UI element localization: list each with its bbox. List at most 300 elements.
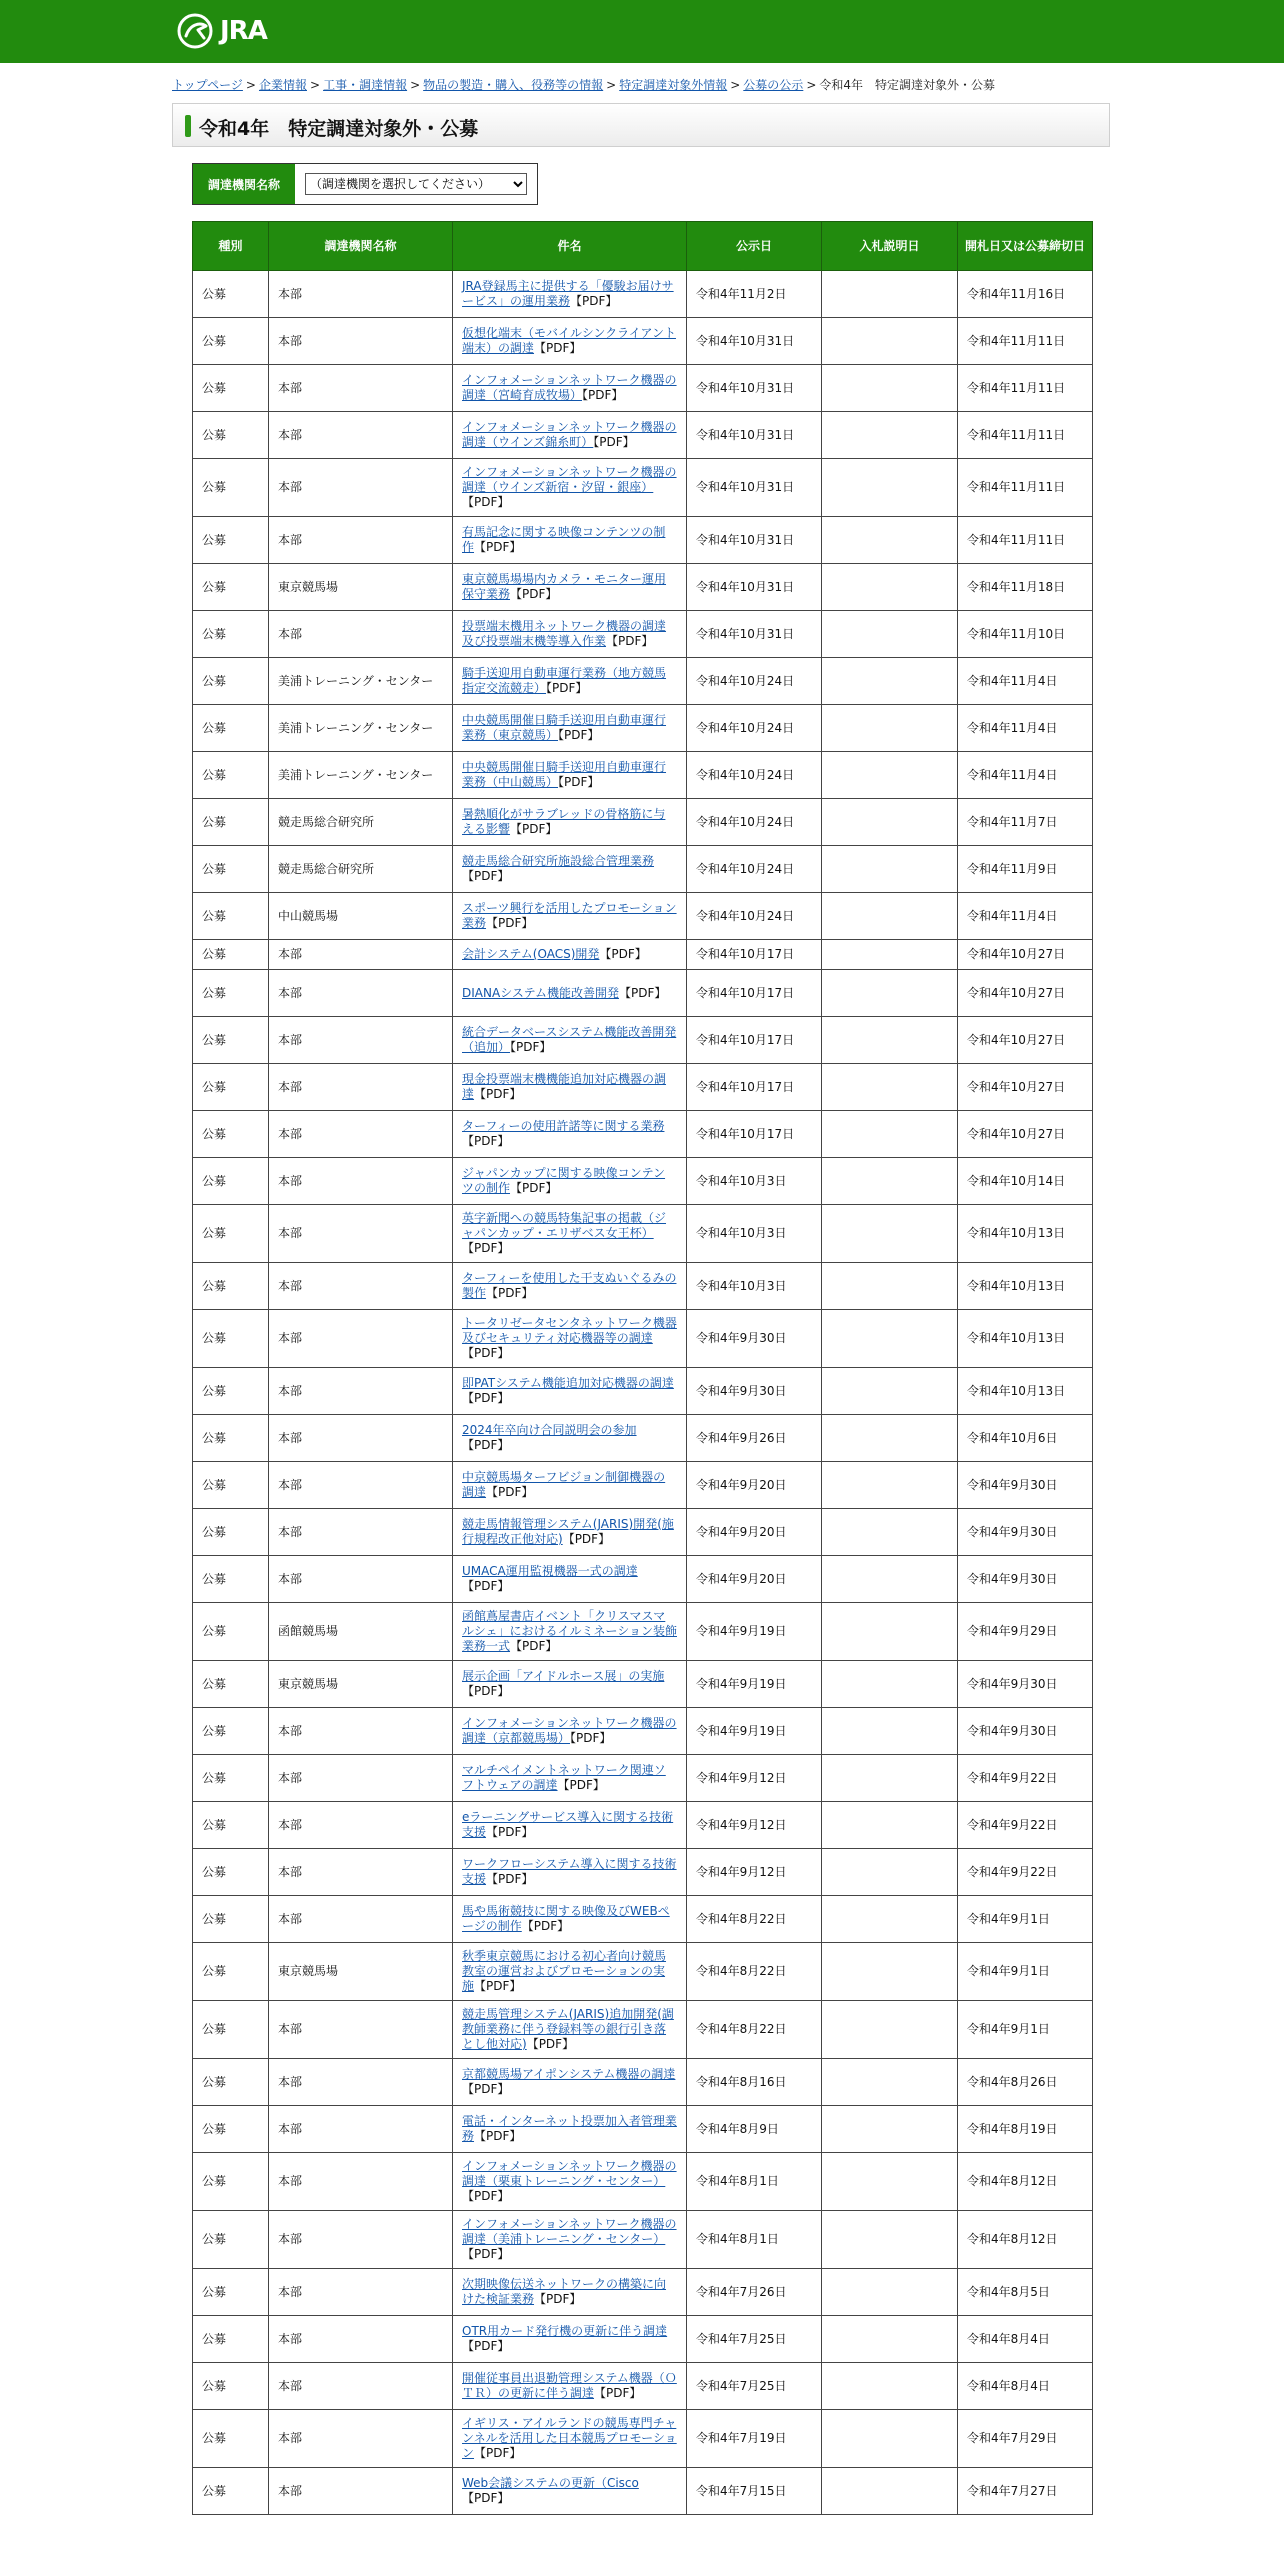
notice-title-link[interactable]: 暑熱順化がサラブレッドの骨格筋に与える影響: [462, 807, 666, 836]
cell-org: 本部: [269, 318, 453, 365]
notice-title-link[interactable]: 競走馬管理システム(JARIS)追加開発(調教師業務に伴う登録料等の銀行引き落とし他対応): [462, 2007, 674, 2051]
cell-org: 本部: [269, 1111, 453, 1158]
cell-briefing: [822, 2211, 958, 2269]
pdf-label: 【PDF】: [558, 728, 600, 742]
cell-date: 令和4年10月31日: [687, 318, 822, 365]
cell-date: 令和4年9月19日: [687, 1603, 822, 1661]
cell-type: 公募: [193, 846, 269, 893]
cell-org: 中山競馬場: [269, 893, 453, 940]
pdf-label: 【PDF】: [570, 294, 618, 308]
cell-date: 令和4年11月2日: [687, 271, 822, 318]
cell-close: 令和4年9月30日: [958, 1661, 1093, 1708]
cell-title: [453, 1415, 687, 1462]
notice-title-link[interactable]: 京都競馬場アイポンシステム機器の調達: [462, 2067, 676, 2081]
jra-logo-link[interactable]: [176, 12, 267, 50]
pdf-label: 【PDF】: [558, 775, 600, 789]
cell-title: [453, 1943, 687, 2001]
cell-type: 公募: [193, 2106, 269, 2153]
notice-title-link[interactable]: ターフィーの使用許諾等に関する業務: [462, 1119, 665, 1133]
cell-type: 公募: [193, 2410, 269, 2468]
pdf-label: 【PDF】: [474, 540, 522, 554]
cell-type: 公募: [193, 752, 269, 799]
cell-title: [453, 1310, 687, 1368]
pdf-label: 【PDF】: [462, 2491, 510, 2505]
cell-briefing: [822, 1205, 958, 1263]
breadcrumb-separator: >: [730, 78, 741, 92]
cell-type: 公募: [193, 940, 269, 970]
procurement-org-select[interactable]: [305, 173, 527, 195]
cell-briefing: [822, 1603, 958, 1661]
notice-title-link[interactable]: ワークフローシステム導入に関する技術支援: [462, 1857, 677, 1886]
notice-title-link[interactable]: インフォメーションネットワーク機器の調達（京都競馬場）: [462, 1716, 677, 1745]
cell-type: 公募: [193, 412, 269, 459]
cell-date: 令和4年10月31日: [687, 611, 822, 658]
pdf-label: 【PDF】: [510, 1040, 552, 1054]
cell-briefing: [822, 318, 958, 365]
cell-close: 令和4年9月1日: [958, 1943, 1093, 2001]
pdf-label: 【PDF】: [557, 1778, 605, 1792]
cell-org: 本部: [269, 1755, 453, 1802]
breadcrumb-link[interactable]: 物品の製造・購入、役務等の情報: [423, 78, 604, 92]
notice-title-link[interactable]: 中京競馬場ターフビジョン制御機器の調達: [462, 1470, 666, 1499]
filter-label: 調達機関名称: [193, 164, 295, 204]
cell-org: 本部: [269, 1708, 453, 1755]
cell-type: 公募: [193, 799, 269, 846]
cell-date: 令和4年10月31日: [687, 459, 822, 517]
cell-type: 公募: [193, 2153, 269, 2211]
cell-org: 本部: [269, 1556, 453, 1603]
cell-close: 令和4年8月12日: [958, 2211, 1093, 2269]
cell-org: 本部: [269, 271, 453, 318]
cell-close: 令和4年11月4日: [958, 658, 1093, 705]
pdf-label: 【PDF】: [462, 1438, 510, 1452]
cell-date: 令和4年10月24日: [687, 752, 822, 799]
cell-date: 令和4年9月20日: [687, 1509, 822, 1556]
cell-org: 本部: [269, 2211, 453, 2269]
table-row: [193, 2211, 1093, 2269]
table-row: [193, 412, 1093, 459]
cell-title: [453, 2211, 687, 2269]
notice-title-link[interactable]: 秋季東京競馬における初心者向け競馬教室の運営およびプロモーションの実施: [462, 1949, 667, 1993]
cell-date: 令和4年10月17日: [687, 940, 822, 970]
notice-title-link[interactable]: OTR用カード発行機の更新に伴う調達: [462, 2324, 668, 2338]
notice-title-link[interactable]: 中央競馬開催日騎手送迎用自動車運行業務（中山競馬）: [462, 760, 667, 789]
notice-title-link[interactable]: インフォメーションネットワーク機器の調達（宮崎育成牧場）: [462, 373, 677, 402]
breadcrumb-current: 令和4年 特定調達対象外・公募: [819, 78, 996, 92]
notice-title-link[interactable]: 即PATシステム機能追加対応機器の調達: [462, 1376, 674, 1390]
cell-close: 令和4年11月11日: [958, 412, 1093, 459]
table-row: [193, 2153, 1093, 2211]
notice-title-link[interactable]: 仮想化端末（モバイルシンクライアント端末）の調達: [462, 326, 676, 355]
pdf-label: 【PDF】: [462, 1241, 510, 1255]
table-row: [193, 2269, 1093, 2316]
cell-type: 公募: [193, 1368, 269, 1415]
breadcrumb-link[interactable]: 特定調達対象外情報: [619, 78, 728, 92]
cell-briefing: [822, 1849, 958, 1896]
cell-close: 令和4年11月11日: [958, 459, 1093, 517]
cell-close: 令和4年11月9日: [958, 846, 1093, 893]
cell-org: 本部: [269, 611, 453, 658]
breadcrumb-separator: >: [606, 78, 617, 92]
pdf-label: 【PDF】: [510, 1181, 558, 1195]
cell-type: 公募: [193, 1802, 269, 1849]
table-row: [193, 1111, 1093, 1158]
cell-date: 令和4年10月17日: [687, 1017, 822, 1064]
table-row: [193, 1708, 1093, 1755]
cell-close: 令和4年10月27日: [958, 1017, 1093, 1064]
cell-title: [453, 1263, 687, 1310]
page-title-box: [172, 103, 1110, 147]
cell-type: 公募: [193, 2316, 269, 2363]
cell-title: [453, 1064, 687, 1111]
cell-close: 令和4年11月4日: [958, 893, 1093, 940]
notice-title-link[interactable]: 展示企画「アイドルホース展」の実施: [462, 1669, 665, 1683]
notice-title-link[interactable]: ターフィーを使用した干支ぬいぐるみの製作: [462, 1271, 677, 1300]
cell-type: 公募: [193, 2269, 269, 2316]
notice-title-link[interactable]: 東京競馬場場内カメラ・モニター運用保守業務: [462, 572, 667, 601]
cell-type: 公募: [193, 1661, 269, 1708]
cell-date: 令和4年8月16日: [687, 2059, 822, 2106]
cell-org: 本部: [269, 517, 453, 564]
pdf-label: 【PDF】: [474, 1979, 522, 1993]
cell-date: 令和4年9月26日: [687, 1415, 822, 1462]
cell-title: [453, 271, 687, 318]
cell-org: 本部: [269, 412, 453, 459]
breadcrumb: [172, 76, 1112, 94]
cell-briefing: [822, 1943, 958, 2001]
table-row: [193, 1603, 1093, 1661]
cell-org: 東京競馬場: [269, 564, 453, 611]
cell-org: 本部: [269, 1802, 453, 1849]
table-row: [193, 705, 1093, 752]
table-row: [193, 1368, 1093, 1415]
cell-type: 公募: [193, 1556, 269, 1603]
cell-title: [453, 1849, 687, 1896]
cell-date: 令和4年9月30日: [687, 1310, 822, 1368]
cell-close: 令和4年10月6日: [958, 1415, 1093, 1462]
notice-title-link[interactable]: 英字新聞への競馬特集記事の掲載（ジャパンカップ・エリザベス女王杯）: [462, 1211, 667, 1240]
pdf-label: 【PDF】: [510, 587, 558, 601]
notice-title-link[interactable]: 現金投票端末機機能追加対応機器の調達: [462, 1072, 667, 1101]
cell-date: 令和4年9月12日: [687, 1849, 822, 1896]
cell-date: 令和4年10月3日: [687, 1205, 822, 1263]
pdf-label: 【PDF】: [462, 495, 510, 509]
notice-title-link[interactable]: インフォメーションネットワーク機器の調達（ウインズ錦糸町）: [462, 420, 677, 449]
cell-title: [453, 2410, 687, 2468]
cell-date: 令和4年10月31日: [687, 412, 822, 459]
table-row: [193, 1509, 1093, 1556]
notice-title-link[interactable]: 2024年卒向け合同説明会の参加: [462, 1423, 637, 1437]
breadcrumb-link[interactable]: 工事・調達情報: [323, 78, 408, 92]
pdf-label: 【PDF】: [486, 1286, 534, 1300]
cell-type: 公募: [193, 1158, 269, 1205]
notice-title-link[interactable]: Web会議システムの更新（Cisco: [462, 2476, 639, 2490]
cell-date: 令和4年7月25日: [687, 2316, 822, 2363]
cell-title: [453, 1708, 687, 1755]
cell-date: 令和4年7月15日: [687, 2468, 822, 2515]
cell-briefing: [822, 658, 958, 705]
logo-text: JRA: [220, 16, 267, 46]
col-header-briefing: 入札説明日: [822, 222, 958, 271]
cell-briefing: [822, 1708, 958, 1755]
cell-org: 本部: [269, 2316, 453, 2363]
cell-org: 競走馬総合研究所: [269, 799, 453, 846]
notice-title-link[interactable]: 会計システム(OACS)開発: [462, 947, 600, 961]
cell-briefing: [822, 2269, 958, 2316]
cell-briefing: [822, 2001, 958, 2059]
cell-briefing: [822, 1462, 958, 1509]
cell-date: 令和4年8月9日: [687, 2106, 822, 2153]
notice-title-link[interactable]: インフォメーションネットワーク機器の調達（栗東トレーニング・センター）: [462, 2159, 677, 2188]
table-row: [193, 1205, 1093, 1263]
notice-title-link[interactable]: 次期映像伝送ネットワークの構築に向けた検証業務: [462, 2277, 667, 2306]
cell-briefing: [822, 705, 958, 752]
breadcrumb-separator: >: [245, 78, 256, 92]
cell-type: 公募: [193, 517, 269, 564]
cell-title: [453, 1802, 687, 1849]
cell-type: 公募: [193, 2059, 269, 2106]
cell-title: [453, 893, 687, 940]
cell-close: 令和4年10月27日: [958, 970, 1093, 1017]
cell-close: 令和4年7月27日: [958, 2468, 1093, 2515]
cell-close: 令和4年10月13日: [958, 1310, 1093, 1368]
cell-title: [453, 2059, 687, 2106]
cell-type: 公募: [193, 1708, 269, 1755]
cell-org: 本部: [269, 1368, 453, 1415]
cell-close: 令和4年11月11日: [958, 517, 1093, 564]
cell-org: 本部: [269, 970, 453, 1017]
notice-title-link[interactable]: 競走馬情報管理システム(JARIS)開発(施行規程改正他対応): [462, 1517, 674, 1546]
cell-title: [453, 705, 687, 752]
cell-type: 公募: [193, 1415, 269, 1462]
notice-title-link[interactable]: インフォメーションネットワーク機器の調達（ウインズ新宿・汐留・銀座）: [462, 465, 677, 494]
table-row: [193, 1158, 1093, 1205]
cell-title: [453, 2153, 687, 2211]
cell-date: 令和4年8月1日: [687, 2211, 822, 2269]
cell-date: 令和4年8月22日: [687, 2001, 822, 2059]
cell-type: 公募: [193, 459, 269, 517]
cell-org: 函館競馬場: [269, 1603, 453, 1661]
pdf-label: 【PDF】: [462, 1391, 510, 1405]
notice-title-link[interactable]: イギリス・アイルランドの競馬専門チャンネルを活用した日本競馬プロモーション: [462, 2416, 677, 2460]
cell-briefing: [822, 1415, 958, 1462]
cell-close: 令和4年9月1日: [958, 1896, 1093, 1943]
cell-org: 本部: [269, 365, 453, 412]
table-row: [193, 1415, 1093, 1462]
cell-date: 令和4年10月31日: [687, 517, 822, 564]
notice-title-link[interactable]: インフォメーションネットワーク機器の調達（美浦トレーニング・センター）: [462, 2217, 677, 2246]
notice-title-link[interactable]: eラーニングサービス導入に関する技術支援: [462, 1810, 674, 1839]
cell-date: 令和4年9月12日: [687, 1802, 822, 1849]
cell-title: [453, 2001, 687, 2059]
col-header-date: 公示日: [687, 222, 822, 271]
notice-title-link[interactable]: 電話・インターネット投票加入者管理業務: [462, 2114, 677, 2143]
cell-type: 公募: [193, 1462, 269, 1509]
pdf-label: 【PDF】: [462, 1134, 510, 1148]
pdf-label: 【PDF】: [486, 1872, 534, 1886]
cell-org: 美浦トレーニング・センター: [269, 752, 453, 799]
table-row: [193, 611, 1093, 658]
col-header-title: 件名: [453, 222, 687, 271]
cell-title: [453, 459, 687, 517]
table-row: [193, 1462, 1093, 1509]
cell-briefing: [822, 271, 958, 318]
cell-date: 令和4年9月20日: [687, 1462, 822, 1509]
cell-close: 令和4年8月4日: [958, 2316, 1093, 2363]
table-row: [193, 318, 1093, 365]
cell-title: [453, 2363, 687, 2410]
cell-briefing: [822, 2468, 958, 2515]
pdf-label: 【PDF】: [526, 2037, 575, 2051]
notice-title-link[interactable]: スポーツ興行を活用したプロモーション業務: [462, 901, 677, 930]
pdf-label: 【PDF】: [510, 1639, 558, 1653]
cell-close: 令和4年10月13日: [958, 1368, 1093, 1415]
notice-title-link[interactable]: 競走馬総合研究所施設総合管理業務: [462, 854, 655, 868]
cell-org: 東京競馬場: [269, 1661, 453, 1708]
table-row: [193, 2106, 1093, 2153]
notice-title-link[interactable]: 統合データベースシステム機能改善開発（追加）: [462, 1025, 677, 1054]
cell-title: [453, 412, 687, 459]
cell-title: [453, 799, 687, 846]
pdf-label: 【PDF】: [474, 2129, 522, 2143]
cell-org: 本部: [269, 1415, 453, 1462]
notice-title-link[interactable]: 騎手送迎用自動車運行業務（地方競馬指定交流競走）: [462, 666, 667, 695]
cell-type: 公募: [193, 1943, 269, 2001]
cell-briefing: [822, 1802, 958, 1849]
cell-date: 令和4年10月3日: [687, 1158, 822, 1205]
cell-close: 令和4年8月5日: [958, 2269, 1093, 2316]
pdf-label: 【PDF】: [593, 435, 635, 449]
cell-briefing: [822, 611, 958, 658]
table-row: [193, 1661, 1093, 1708]
table-row: [193, 970, 1093, 1017]
cell-title: [453, 1368, 687, 1415]
notice-title-link[interactable]: ジャパンカップに関する映像コンテンツの制作: [462, 1166, 666, 1195]
breadcrumb-link[interactable]: 企業情報: [258, 78, 307, 92]
pdf-label: 【PDF】: [534, 2292, 582, 2306]
cell-org: 本部: [269, 940, 453, 970]
cell-date: 令和4年10月17日: [687, 1064, 822, 1111]
cell-close: 令和4年11月4日: [958, 752, 1093, 799]
cell-close: 令和4年11月11日: [958, 318, 1093, 365]
cell-close: 令和4年11月11日: [958, 365, 1093, 412]
cell-org: 本部: [269, 459, 453, 517]
cell-briefing: [822, 1064, 958, 1111]
table-row: [193, 365, 1093, 412]
cell-type: 公募: [193, 1263, 269, 1310]
cell-title: [453, 1017, 687, 1064]
pdf-label: 【PDF】: [618, 985, 667, 1000]
table-row: [193, 517, 1093, 564]
notice-title-link[interactable]: 開催従事員出退勤管理システム機器（ＯＴＲ）の更新に伴う調達: [462, 2371, 677, 2400]
cell-title: [453, 517, 687, 564]
cell-type: 公募: [193, 2001, 269, 2059]
cell-briefing: [822, 2363, 958, 2410]
cell-date: 令和4年10月24日: [687, 846, 822, 893]
pdf-label: 【PDF】: [582, 388, 624, 402]
cell-close: 令和4年11月4日: [958, 705, 1093, 752]
cell-close: 令和4年9月22日: [958, 1849, 1093, 1896]
cell-type: 公募: [193, 893, 269, 940]
cell-briefing: [822, 1368, 958, 1415]
pdf-label: 【PDF】: [534, 341, 582, 355]
table-row: [193, 564, 1093, 611]
cell-close: 令和4年10月13日: [958, 1263, 1093, 1310]
cell-briefing: [822, 412, 958, 459]
cell-close: 令和4年9月22日: [958, 1802, 1093, 1849]
cell-briefing: [822, 2059, 958, 2106]
notice-title-link[interactable]: 馬や馬術競技に関する映像及びWEBページの制作: [462, 1904, 670, 1933]
cell-org: 本部: [269, 2153, 453, 2211]
cell-type: 公募: [193, 1509, 269, 1556]
cell-date: 令和4年9月30日: [687, 1368, 822, 1415]
page-title: 令和4年 特定調達対象外・公募: [199, 118, 479, 140]
cell-briefing: [822, 846, 958, 893]
cell-date: 令和4年9月19日: [687, 1661, 822, 1708]
notice-title-link[interactable]: 中央競馬開催日騎手送迎用自動車運行業務（東京競馬）: [462, 713, 667, 742]
breadcrumb-separator: >: [310, 78, 321, 92]
notice-title-link[interactable]: マルチペイメントネットワーク関連ソフトウェアの調達: [462, 1763, 666, 1792]
pdf-label: 【PDF】: [462, 1579, 510, 1593]
procurement-filter: [192, 163, 538, 205]
cell-type: 公募: [193, 1111, 269, 1158]
notice-title-link[interactable]: JRA登録馬主に提供する「優駿お届けサービス」の運用業務: [462, 279, 674, 308]
cell-type: 公募: [193, 2468, 269, 2515]
title-accent-bar: [185, 115, 191, 137]
cell-title: [453, 1462, 687, 1509]
cell-briefing: [822, 2106, 958, 2153]
notice-title-link[interactable]: DIANAシステム機能改善開発: [462, 985, 619, 1000]
breadcrumb-link[interactable]: トップページ: [172, 78, 243, 92]
cell-type: 公募: [193, 1896, 269, 1943]
notice-title-link[interactable]: UMACA運用監視機器一式の調達: [462, 1564, 638, 1578]
notice-title-link[interactable]: 函館蔦屋書店イベント「クリスマスマルシェ」におけるイルミネーション装飾業務一式: [462, 1609, 677, 1653]
table-row: [193, 893, 1093, 940]
cell-type: 公募: [193, 318, 269, 365]
pdf-label: 【PDF】: [462, 2247, 510, 2261]
cell-org: 本部: [269, 2001, 453, 2059]
cell-date: 令和4年10月17日: [687, 970, 822, 1017]
cell-type: 公募: [193, 1064, 269, 1111]
pdf-label: 【PDF】: [570, 1731, 612, 1745]
cell-type: 公募: [193, 705, 269, 752]
cell-briefing: [822, 564, 958, 611]
notice-title-link[interactable]: 有馬記念に関する映像コンテンツの制作: [462, 525, 666, 554]
cell-close: 令和4年10月27日: [958, 1064, 1093, 1111]
pdf-label: 【PDF】: [606, 634, 654, 648]
cell-org: 東京競馬場: [269, 1943, 453, 2001]
cell-org: 美浦トレーニング・センター: [269, 658, 453, 705]
cell-close: 令和4年11月10日: [958, 611, 1093, 658]
notice-title-link[interactable]: 投票端末機用ネットワーク機器の調達及び投票端末機等導入作業: [462, 619, 667, 648]
notice-title-link[interactable]: トータリゼータセンタネットワーク機器及びセキュリティ対応機器等の調達: [462, 1316, 677, 1345]
cell-type: 公募: [193, 564, 269, 611]
pdf-label: 【PDF】: [562, 1532, 611, 1546]
cell-title: [453, 658, 687, 705]
cell-date: 令和4年7月25日: [687, 2363, 822, 2410]
cell-date: 令和4年10月17日: [687, 1111, 822, 1158]
cell-title: [453, 1556, 687, 1603]
cell-title: [453, 1158, 687, 1205]
col-header-org: 調達機関名称: [269, 222, 453, 271]
cell-date: 令和4年7月26日: [687, 2269, 822, 2316]
breadcrumb-link[interactable]: 公募の公示: [743, 78, 804, 92]
cell-briefing: [822, 1017, 958, 1064]
cell-org: 本部: [269, 2269, 453, 2316]
table-row: [193, 846, 1093, 893]
cell-close: 令和4年10月27日: [958, 1111, 1093, 1158]
cell-date: 令和4年10月31日: [687, 564, 822, 611]
